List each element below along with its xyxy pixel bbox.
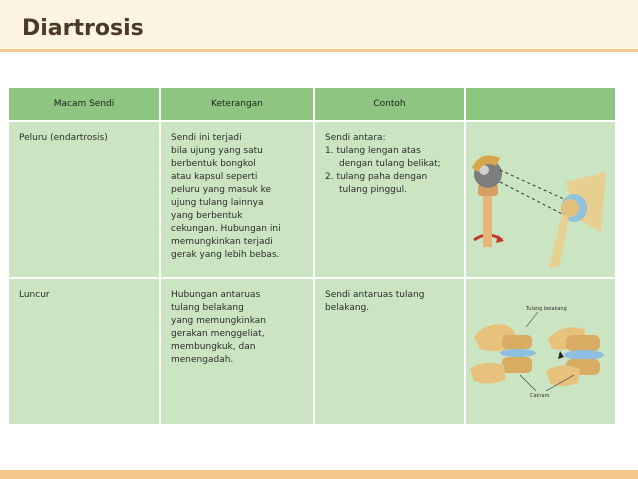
cell-example [314,278,465,424]
spine-illustration [466,279,616,414]
ball-joint-illustration [466,122,616,267]
title-underline [0,49,638,52]
description-line: membungkuk, dan [171,342,256,352]
vertebra-body [566,335,600,351]
example-line: Sendi antara: [325,133,386,143]
description-line: ujung tulang lainnya [171,198,264,208]
description-line: peluru yang masuk ke [171,185,272,195]
label-tulang-belakang: Tulang belakang [526,306,567,312]
description-line: atau kapsul seperti [171,172,258,182]
header-contoh: Contoh [314,88,465,121]
vertebra-body [502,357,532,373]
description-line: menengadah. [171,355,234,365]
type-text: Luncur [19,290,50,300]
cell-image-ball-joint [465,121,615,278]
type-text: Peluru (endartrosis) [19,133,108,143]
header-keterangan: Keterangan [160,88,314,121]
table-row [9,121,615,278]
description-line: memungkinkan terjadi [171,237,273,247]
description-line: tulang belakang [171,303,244,313]
humerus-head [561,199,579,217]
description-line: gerakan menggeliat, [171,329,265,339]
cell-type [9,121,160,278]
vertebra-shape [470,363,506,384]
example-line: 1. tulang lengan atas [325,146,421,156]
description-line: gerak yang lebih bebas. [171,250,280,260]
cell-description [160,121,314,278]
description-line: yang memungkinkan [171,316,267,326]
description-line: Hubungan antaruas [171,290,261,300]
cell-type [9,278,160,424]
shaft-shape [483,192,492,247]
disc-shape [564,350,604,360]
guide-line [500,170,566,200]
example-line: tulang pinggul. [339,185,407,195]
example-line: belakang. [325,303,370,313]
cell-image-spine [465,278,615,424]
header-macam-sendi: Macam Sendi [9,88,160,121]
example-line: dengan tulang belikat; [339,159,441,169]
description-line: yang berbentuk [171,211,243,221]
vertebra-shape [546,365,580,386]
example-line: Sendi antaruas tulang [325,290,425,300]
guide-line [500,182,566,216]
cell-example [314,121,465,278]
motion-arrow-icon [558,351,564,359]
table-row [9,278,615,424]
disc-shape [500,349,536,357]
cell-description [160,278,314,424]
example-line: 2. tulang paha dengan [325,172,428,182]
sendi-table [9,88,615,424]
slide-title: Diartrosis [22,16,144,41]
label-pointer [520,375,536,391]
header-image [465,88,615,121]
description-line: cekungan. Hubungan ini [171,224,281,234]
footer-band [0,470,638,479]
description-line: bila ujung yang satu [171,146,263,156]
label-pointer [526,312,538,327]
label-cakram: Cakram [530,393,550,399]
description-line: Sendi ini terjadi [171,133,242,143]
description-line: berbentuk bongkol [171,159,256,169]
table-header-row [9,88,615,121]
vertebra-body [502,335,532,349]
humerus-shape [548,212,570,267]
